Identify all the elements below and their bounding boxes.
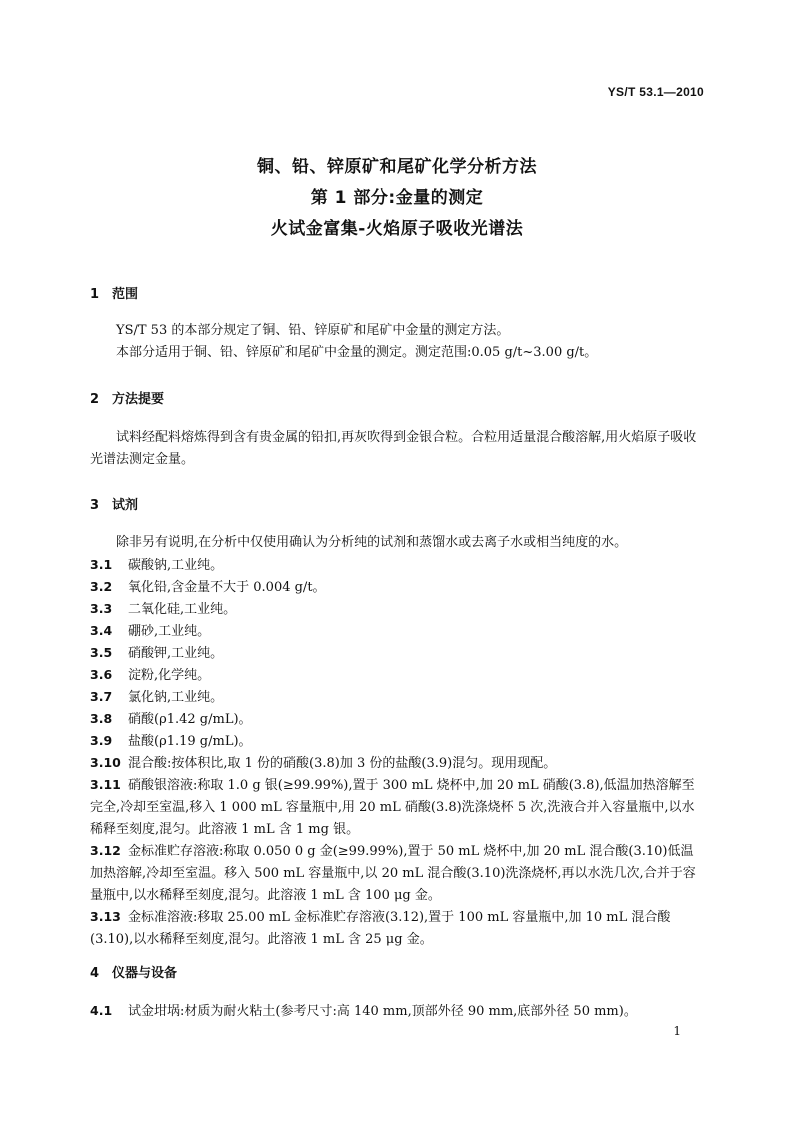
section-number: 4 <box>90 966 100 981</box>
item-text: 硝酸银溶液:称取 1.0 g 银(≥99.99%),置于 300 mL 烧杯中,加 20 mL 硝酸(3.8),低温加热溶解至完全,冷却至室温,移入 1 000 mL 容量瓶中,用 20 mL 硝酸(3.8)洗涤烧杯 5 次,洗液合并入容量瓶中,以水稀释至刻度,混匀。此溶液 1 mL 含 1 mg 银。 <box>90 778 695 837</box>
item-text: 盐酸(ρ1.19 g/mL)。 <box>128 734 252 749</box>
reagent-item <box>90 906 706 951</box>
item-number: 3.9 <box>90 733 113 748</box>
item-text: 硼砂,工业纯。 <box>128 624 211 639</box>
section-3-heading <box>90 494 138 513</box>
section-2-heading <box>90 388 164 407</box>
reagent-item <box>90 576 706 599</box>
section-4-heading <box>90 962 177 981</box>
reagent-item <box>90 708 706 731</box>
item-text: 硝酸钾,工业纯。 <box>128 646 224 661</box>
section-title: 范围 <box>112 287 139 302</box>
item-text: 试金坩埚:材质为耐火粘土(参考尺寸:高 140 mm,顶部外径 90 mm,底部外径 50 mm)。 <box>128 1004 637 1019</box>
reagent-item <box>90 774 706 841</box>
item-number: 3.12 <box>90 843 121 858</box>
section-title: 方法提要 <box>112 392 165 407</box>
reagent-item <box>90 598 706 621</box>
item-number: 3.7 <box>90 689 113 704</box>
reagent-item <box>90 840 706 907</box>
section-1-paragraph-1: YS/T 53 的本部分规定了铜、铅、锌原矿和尾矿中金量的测定方法。 <box>116 323 510 338</box>
reagent-item <box>90 554 706 577</box>
reagent-item <box>90 686 706 709</box>
item-text: 硝酸(ρ1.42 g/mL)。 <box>128 712 252 727</box>
section-3-intro: 除非另有说明,在分析中仅使用确认为分析纯的试剂和蒸馏水或去离子水或相当纯度的水。 <box>116 535 628 550</box>
item-number: 3.10 <box>90 755 121 770</box>
item-number: 3.6 <box>90 667 113 682</box>
section-2-paragraph: 试料经配料熔炼得到含有贵金属的铅扣,再灰吹得到金银合粒。合粒用适量混合酸溶解,用火焰原子吸收光谱法测定金量。 <box>90 430 697 467</box>
section-number: 2 <box>90 392 100 407</box>
standard-code: YS/T 53.1—2010 <box>607 85 704 99</box>
item-number: 3.2 <box>90 579 113 594</box>
document-title-line3: 火试金富集-火焰原子吸收光谱法 <box>270 219 524 239</box>
item-text: 氧化铅,含金量不大于 0.004 g/t。 <box>128 580 326 595</box>
item-number: 3.3 <box>90 601 113 616</box>
item-number: 3.11 <box>90 777 121 792</box>
item-number: 3.5 <box>90 645 113 660</box>
item-number: 3.4 <box>90 623 113 638</box>
item-text: 金标准溶液:移取 25.00 mL 金标准贮存溶液(3.12),置于 100 mL 容量瓶中,加 10 mL 混合酸(3.10),以水稀释至刻度,混匀。此溶液 1 mL 含 25 μg 金。 <box>90 910 671 947</box>
reagent-item <box>90 620 706 643</box>
document-title-line1: 铜、铅、锌原矿和尾矿化学分析方法 <box>257 157 537 177</box>
item-text: 淀粉,化学纯。 <box>128 668 211 683</box>
item-number: 3.1 <box>90 557 113 572</box>
reagent-item <box>90 730 706 753</box>
item-text: 氯化钠,工业纯。 <box>128 690 224 705</box>
section-number: 3 <box>90 498 100 513</box>
section-number: 1 <box>90 287 100 302</box>
item-text: 金标准贮存溶液:称取 0.050 0 g 金(≥99.99%),置于 50 mL 烧杯中,加 20 mL 混合酸(3.10)低温加热溶解,冷却至室温。移入 500 mL 容量瓶中,以 20 mL 混合酸(3.10)洗涤烧杯,再以水洗几次,合并于容量瓶中,以水稀释至刻度,混匀。此溶液 1 mL 含 100 μg 金。 <box>90 844 696 903</box>
item-text: 二氧化硅,工业纯。 <box>128 602 237 617</box>
reagent-item <box>90 664 706 687</box>
item-text: 混合酸:按体积比,取 1 份的硝酸(3.8)加 3 份的盐酸(3.9)混匀。现用现配。 <box>128 756 557 771</box>
item-number: 3.13 <box>90 909 121 924</box>
document-title-line2: 第 1 部分:金量的测定 <box>310 188 484 208</box>
item-text: 碳酸钠,工业纯。 <box>128 558 224 573</box>
section-1-paragraph-2: 本部分适用于铜、铅、锌原矿和尾矿中金量的测定。测定范围:0.05 g/t~3.00 g/t。 <box>116 345 598 360</box>
section-title: 仪器与设备 <box>112 966 178 981</box>
item-number: 3.8 <box>90 711 113 726</box>
section-title: 试剂 <box>112 498 139 513</box>
equipment-item <box>90 1000 706 1023</box>
page-number: 1 <box>673 1024 681 1038</box>
reagent-item <box>90 642 706 665</box>
section-1-heading <box>90 283 138 302</box>
item-number: 4.1 <box>90 1003 113 1018</box>
reagent-item <box>90 752 706 775</box>
